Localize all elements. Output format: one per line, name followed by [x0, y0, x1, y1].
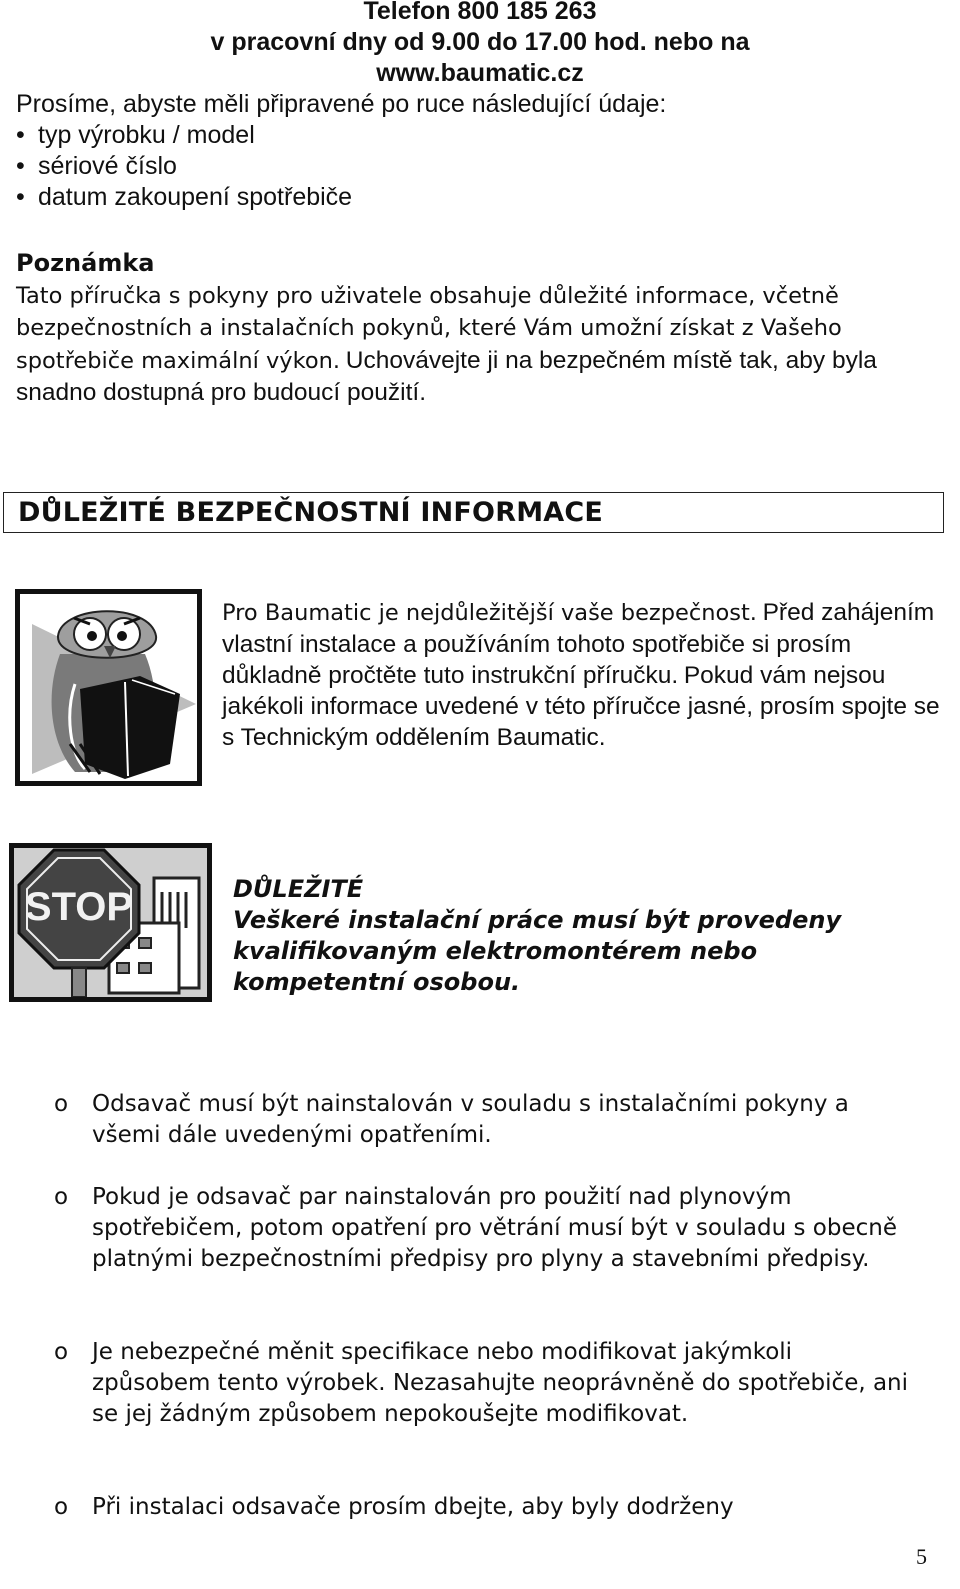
- list-item-text: Je nebezpečné měnit specifikace nebo modifikovat jakýmkoli způsobem tento výrobek. Nezasahujte neoprávněně do spotřebiče, ani se jej žádným způsobem nepokoušejte modifikovat.: [92, 1339, 909, 1427]
- list-marker: o: [54, 1339, 69, 1365]
- list-item: [16, 120, 255, 151]
- page-number: 5: [916, 1544, 927, 1569]
- hours-line: v pracovní dny od 9.00 do 17.00 hod. nebo na: [210, 28, 750, 56]
- safety-banner: [3, 492, 944, 533]
- important-title: DŮLEŽITÉ: [233, 875, 364, 903]
- bullet: •: [16, 152, 25, 180]
- important-note: [233, 874, 933, 998]
- intro-text-2: Před zahájením vlastní instalace a používáním tohoto spotřebiče si prosím důkladně pročtěte tuto instrukční příručku.: [222, 599, 935, 689]
- phone-line: Telefon 800 185 263: [363, 0, 597, 25]
- bullet: •: [16, 121, 25, 149]
- stop-sign-icon: [9, 843, 212, 1002]
- list-item: [16, 1089, 916, 1151]
- bullet-text: datum zakoupení spotřebiče: [38, 183, 353, 211]
- bullet: •: [16, 183, 25, 211]
- website-link[interactable]: www.baumatic.cz: [376, 59, 584, 87]
- list-item: [16, 151, 177, 182]
- important-text: Veškeré instalační práce musí být provedeny kvalifikovaným elektromontérem nebo kompetentní osobou.: [233, 906, 842, 996]
- contact-prompt: Prosíme, abyste měli připravené po ruce následující údaje:: [16, 90, 667, 118]
- list-item: [16, 182, 352, 213]
- note-title: Poznámka: [16, 249, 155, 277]
- list-marker: o: [54, 1091, 69, 1117]
- list-marker: o: [54, 1184, 69, 1210]
- list-item: [16, 1182, 916, 1306]
- note-text-2: Uchovávejte ji na bezpečném místě tak, aby byla snadno dostupná pro budoucí použití.: [16, 346, 877, 407]
- list-item: [16, 1492, 916, 1523]
- stop-illustration: [14, 848, 207, 997]
- bullet-text: typ výrobku / model: [38, 121, 255, 149]
- list-item-text: Při instalaci odsavače prosím dbejte, aby byly dodrženy: [92, 1494, 734, 1520]
- list-item-text: Odsavač musí být nainstalován v souladu s instalačními pokyny a všemi dále uvedenými opatřeními.: [92, 1091, 849, 1148]
- list-item: [16, 1337, 916, 1461]
- safety-intro: [222, 597, 942, 753]
- list-item-text: Pokud je odsavač par nainstalován pro použití nad plynovým spotřebičem, potom opatření pro větrání musí být v souladu s obecně platnými bezpečnostními předpisy pro plyny a stavebními předpisy.: [92, 1184, 897, 1272]
- stop-sign-text: STOP: [24, 885, 134, 929]
- bullet-text: sériové číslo: [38, 152, 177, 180]
- note-text-1: Tato příručka s pokyny pro uživatele obsahuje důležité informace, včetně bezpečnostních a instalačních pokynů, které Vám umožní získat z Vašeho spotřebiče maximální výkon.: [16, 283, 842, 374]
- list-marker: o: [54, 1494, 69, 1520]
- note-body: [16, 280, 946, 409]
- intro-text-1: Pro Baumatic je nejdůležitější vaše bezpečnost.: [222, 600, 757, 626]
- intro-text-3: Pokud vám nejsou jakékoli informace uvedené v této příručce jasné, prosím spojte se s Technickým oddělením Baumatic.: [222, 662, 940, 751]
- owl-illustration: [20, 594, 197, 781]
- owl-reading-book-icon: [15, 589, 202, 786]
- safety-heading: DŮLEŽITÉ BEZPEČNOSTNÍ INFORMACE: [18, 497, 604, 528]
